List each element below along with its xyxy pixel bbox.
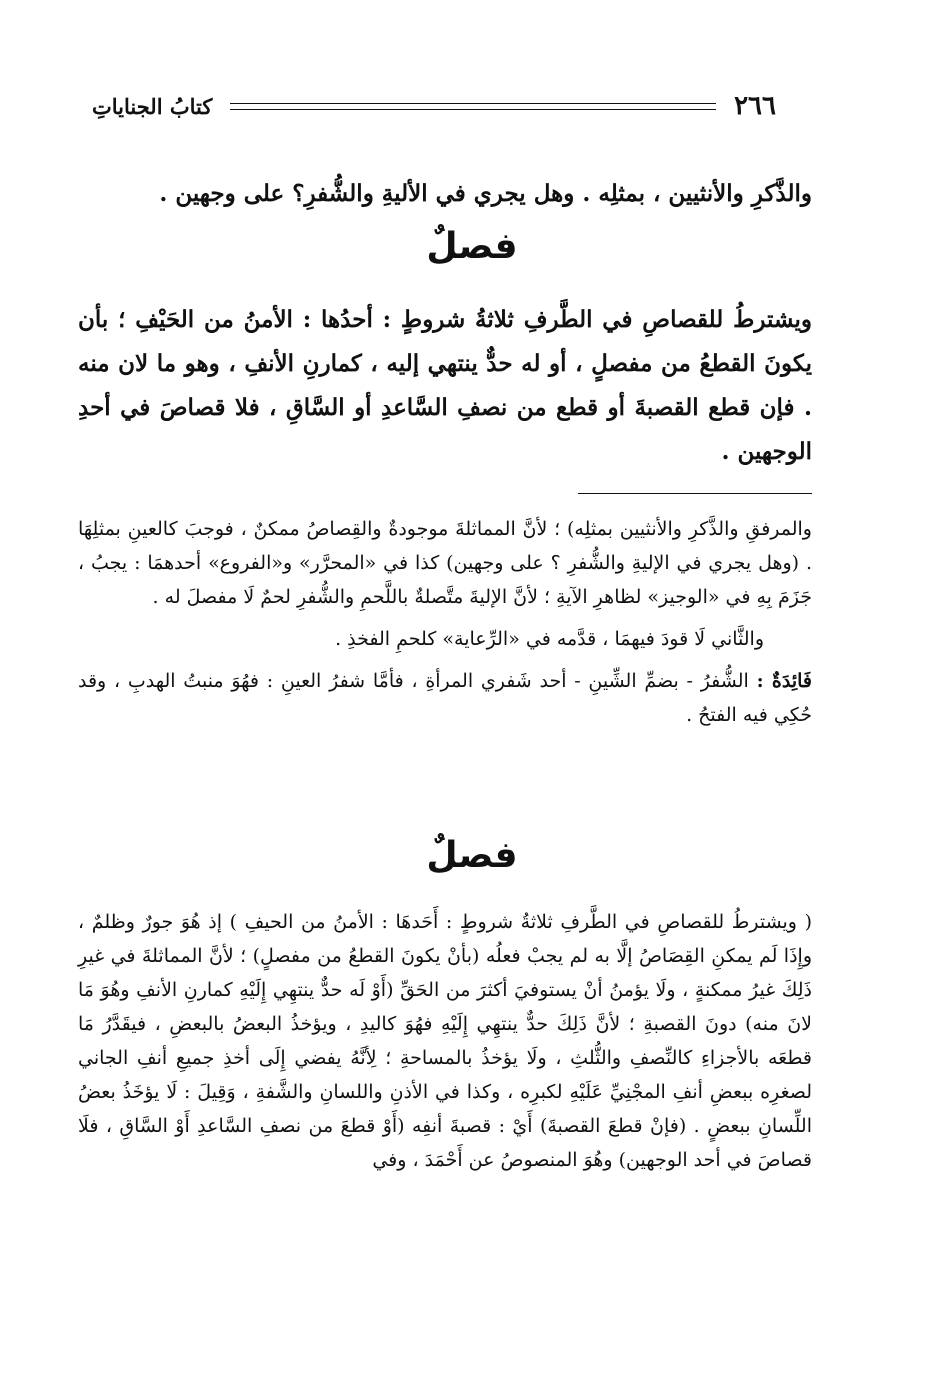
main-paragraph: ويشترطُ للقصاصِ في الطَّرفِ ثلاثةُ شروطٍ : أحدُها : الأمنُ من الحَيْفِ ؛ بأن يكونَ القطعُ من مفصلٍ ، أو له حدٌّ ينتهي إليه ، كمارنِ الأنفِ ، وهو ما لان منه . فإن قطع القصبةَ أو قطع من نصفِ السَّاعدِ أو السَّاقِ ، فلا قصاصَ في أحدِ الوجهين . [78,306,812,465]
carry-line: والذَّكرِ والأنثيين ، بمثلِه . وهل يجري في الأليةِ والشُّفرِ؟ على وجهين . [159,180,812,207]
section-2-text: ( ويشترطُ للقصاصِ في الطَّرفِ ثلاثةُ شروطٍ : أَحَدهَا : الأمنُ من الحيفِ ) إذ هُوَ جورٌ وظلمٌ ، وإِذَا لَم يمكنِ القِصَاصُ إلَّا به لم يجبْ فعلُه (بأنْ يكونَ القطعُ من مفصلٍ) ؛ لأنَّ المماثلةَ في غيرِ ذَلِكَ غيرُ ممكنةٍ ، ولَا يؤمنُ أنْ يستوفيَ أكثرَ من الحَقِّ (أَوْ لَه حدٌّ ينتهِي إِلَيْهِ كمارنِ الأنفِ وهُوَ مَا لانَ منه) دونَ القصبةِ ؛ لأنَّ ذَلِكَ حدٌّ ينتهِي إِلَيْهِ فهُوَ كاليدِ ، ويؤخذُ البعضُ بالبعضِ ، فيقَدَّرُ مَا قطعَه بالأجزاءِ كالنِّصفِ والثُّلثِ ، ولَا يؤخذُ بالمساحةِ ؛ لِأنَّهُ يفضي إِلَى أخذِ جميعِ أنفِ الجاني لصغرِه ببعضِ أنفِ المجْنِيِّ عَلَيْهِ لكبرِه ، وكذا في الأذنِ واللسانِ والشَّفةِ ، وَقِيلَ : لَا يؤخَذُ بعضُ اللِّسانِ ببعضٍ . (فإنْ قطعَ القصبةَ) أَيْ : قصبةَ أنفِه (أَوْ قطعَ من نصفِ السَّاعدِ أَوْ السَّاقِ ، فلَا قصاصَ في أحد الوجهين) وهُوَ المنصوصُ عن أَحْمَدَ ، وفي [78,911,812,1171]
commentary-para-1: والمرفقِ والذَّكرِ والأنثيين بمثلِه) ؛ لأنَّ المماثلةَ موجودةٌ والقِصاصُ ممكنٌ ، فوجبَ كالعينِ بمثلِهَا . (وهل يجري في الإليةِ والشُّفرِ ؟ على وجهين) كذا في «المحرَّر» و«الفروع» أحدهمَا : يجبُ ، جَزَمَ بِهِ في «الوجيز» لظاهرِ الآيةِ ؛ لأنَّ الإليةَ متَّصلةٌ باللَّحمِ والشُّفرِ لحمٌ لَا مفصلَ له . [78,518,812,608]
section-2-commentary [78,905,812,1177]
header-rule [230,103,716,110]
running-title: كتابُ الجناياتِ [92,93,213,119]
section-heading: فصلٌ [426,226,518,267]
main-text-paragraph [78,298,812,474]
main-text-carry [78,172,812,216]
page-number: ٢٦٦ [734,91,776,121]
note-label: فَائِدَةٌ : [756,670,813,692]
page-header [92,86,776,126]
commentary-block [78,512,812,732]
commentary-para-2: والثَّاني لَا قودَ فيهمَا ، قدَّمه في «الرِّعاية» كلحمِ الفخذِ . [335,628,764,650]
separator-rule [578,493,812,494]
section-heading-2: فصلٌ [426,835,518,876]
note-paragraph [78,664,812,732]
note-text: الشُّفرُ - بضمِّ الشِّينِ - أحد شَفري المرأةِ ، فأمَّا شفرُ العينِ : فهُوَ منبتُ الهدبِ ، وقد حُكِي فيه الفتحُ . [78,670,812,726]
